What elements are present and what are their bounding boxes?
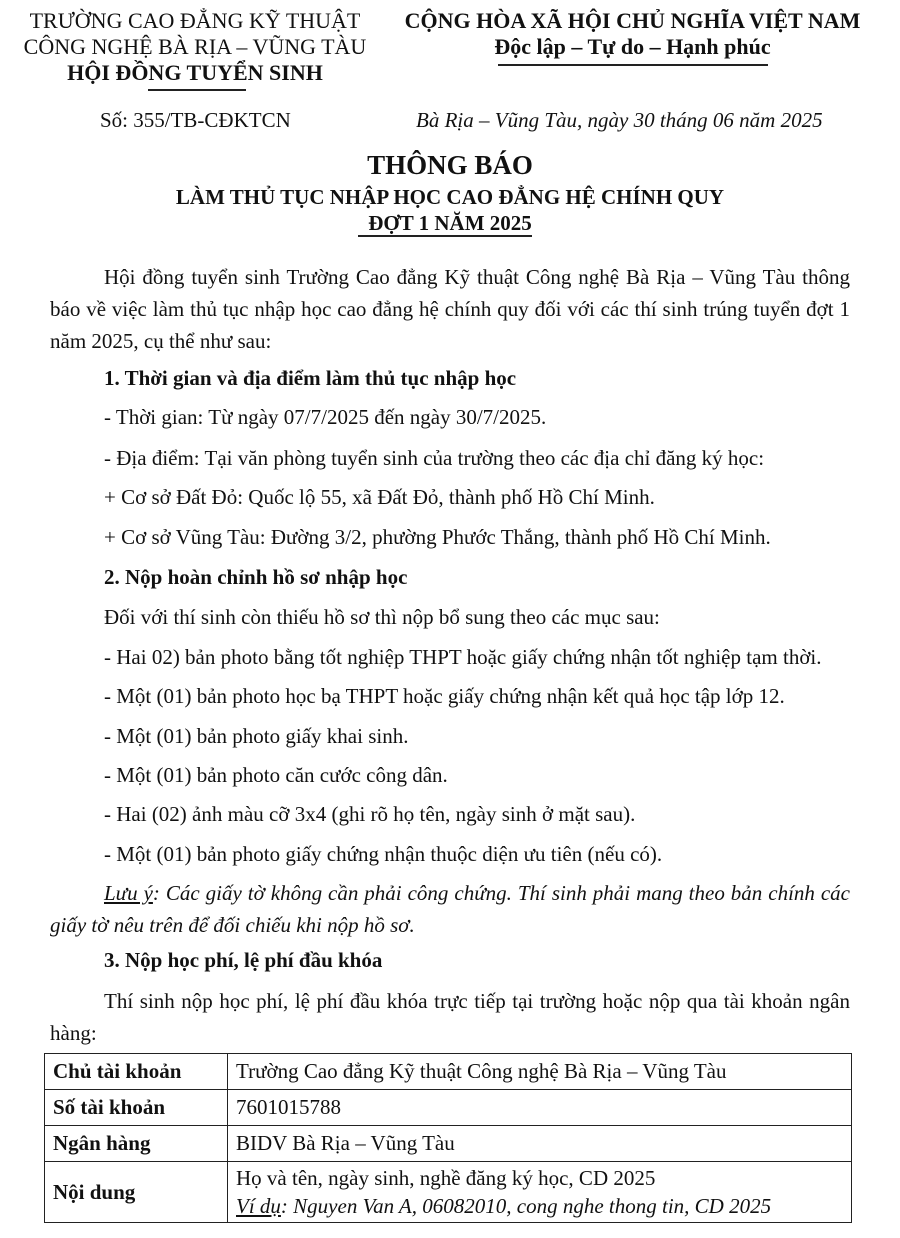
- issuer-line-1: TRƯỜNG CAO ĐẲNG KỸ THUẬT: [29, 8, 361, 33]
- section-1-item: + Cơ sở Đất Đỏ: Quốc lộ 55, xã Đất Đỏ, thành phố Hồ Chí Minh.: [104, 485, 655, 509]
- account-holder-label: Chủ tài khoản: [45, 1054, 228, 1090]
- section-1-item: - Địa điểm: Tại văn phòng tuyển sinh của trường theo các địa chỉ đăng ký học:: [104, 446, 765, 470]
- place-date: Bà Rịa – Vũng Tàu, ngày 30 tháng 06 năm 2025: [416, 108, 823, 132]
- transfer-example: [236, 1192, 843, 1220]
- motto-block: [385, 8, 880, 60]
- section-2-heading: 2. Nộp hoàn chỉnh hồ sơ nhập học: [104, 565, 408, 589]
- document-requirement-item: - Một (01) bản photo học bạ THPT hoặc giấy chứng nhận kết quả học tập lớp 12.: [104, 684, 785, 708]
- document-subtitle-1: LÀM THỦ TỤC NHẬP HỌC CAO ĐẲNG HỆ CHÍNH QUY: [175, 185, 725, 209]
- issuer-line-3: HỘI ĐỒNG TUYỂN SINH: [67, 60, 323, 85]
- bank-account-table: [44, 1053, 852, 1223]
- transfer-content-value: Họ và tên, ngày sinh, nghề đăng ký học, CD 2025: [236, 1166, 656, 1190]
- table-row: [45, 1126, 852, 1162]
- issuer-block: [0, 8, 390, 86]
- national-motto: Độc lập – Tự do – Hạnh phúc: [494, 34, 771, 59]
- account-number-label: Số tài khoản: [45, 1090, 228, 1126]
- document-requirement-item: - Một (01) bản photo giấy chứng nhận thuộc diện ưu tiên (nếu có).: [104, 842, 663, 866]
- document-requirement-item: - Một (01) bản photo căn cước công dân.: [104, 763, 448, 787]
- intro-paragraph: Hội đồng tuyển sinh Trường Cao đẳng Kỹ thuật Công nghệ Bà Rịa – Vũng Tàu thông báo về việc làm thủ tục nhập học cao đẳng hệ chính quy đối với các thí sinh trúng tuyển đợt 1 năm 2025, cụ thể như sau:: [50, 265, 850, 353]
- table-row: [45, 1090, 852, 1126]
- note-text: : Các giấy tờ không cần phải công chứng. Thí sinh phải mang theo bản chính các giấy tờ nêu trên để đối chiếu khi nộp hồ sơ.: [50, 881, 850, 937]
- issuer-line-2: CÔNG NGHỆ BÀ RỊA – VŨNG TÀU: [23, 34, 367, 59]
- section-2-lead: Đối với thí sinh còn thiếu hồ sơ thì nộp bổ sung theo các mục sau:: [104, 605, 660, 629]
- bank-name-label: Ngân hàng: [45, 1126, 228, 1162]
- document-title: THÔNG BÁO: [367, 150, 533, 180]
- section-3-lead: Thí sinh nộp học phí, lệ phí đầu khóa trực tiếp tại trường hoặc nộp qua tài khoản ngân hàng:: [50, 989, 850, 1045]
- example-text: : Nguyen Van A, 06082010, cong nghe thong tin, CD 2025: [280, 1194, 772, 1218]
- note-paragraph: [50, 877, 850, 941]
- account-holder-value: Trường Cao đẳng Kỹ thuật Công nghệ Bà Rịa – Vũng Tàu: [228, 1054, 852, 1090]
- document-subtitle-2: ĐỢT 1 NĂM 2025: [368, 211, 532, 235]
- bank-name-value: BIDV Bà Rịa – Vũng Tàu: [228, 1126, 852, 1162]
- document-requirement-item: - Hai 02) bản photo bằng tốt nghiệp THPT hoặc giấy chứng nhận tốt nghiệp tạm thời.: [104, 645, 822, 669]
- transfer-content-label: Nội dung: [45, 1162, 228, 1223]
- document-requirement-item: - Hai (02) ảnh màu cỡ 3x4 (ghi rõ họ tên, ngày sinh ở mặt sau).: [104, 802, 636, 826]
- account-number-value: 7601015788: [228, 1090, 852, 1126]
- example-label: Ví dụ: [236, 1194, 281, 1218]
- title-underline: [358, 235, 532, 237]
- table-row: [45, 1054, 852, 1090]
- document-requirement-item: - Một (01) bản photo giấy khai sinh.: [104, 724, 409, 748]
- motto-underline: [498, 64, 768, 66]
- country-name: CỘNG HÒA XÃ HỘI CHỦ NGHĨA VIỆT NAM: [404, 8, 861, 33]
- section-1-heading: 1. Thời gian và địa điểm làm thủ tục nhập học: [104, 366, 517, 390]
- transfer-content-cell: [228, 1162, 852, 1223]
- issuer-underline: [148, 89, 246, 91]
- note-label: Lưu ý: [104, 881, 153, 905]
- reference-number: Số: 355/TB-CĐKTCN: [100, 108, 291, 132]
- section-1-item: + Cơ sở Vũng Tàu: Đường 3/2, phường Phước Thắng, thành phố Hồ Chí Minh.: [104, 525, 771, 549]
- table-row: [45, 1162, 852, 1223]
- section-3-heading: 3. Nộp học phí, lệ phí đầu khóa: [104, 948, 383, 972]
- section-1-item: - Thời gian: Từ ngày 07/7/2025 đến ngày 30/7/2025.: [104, 405, 547, 429]
